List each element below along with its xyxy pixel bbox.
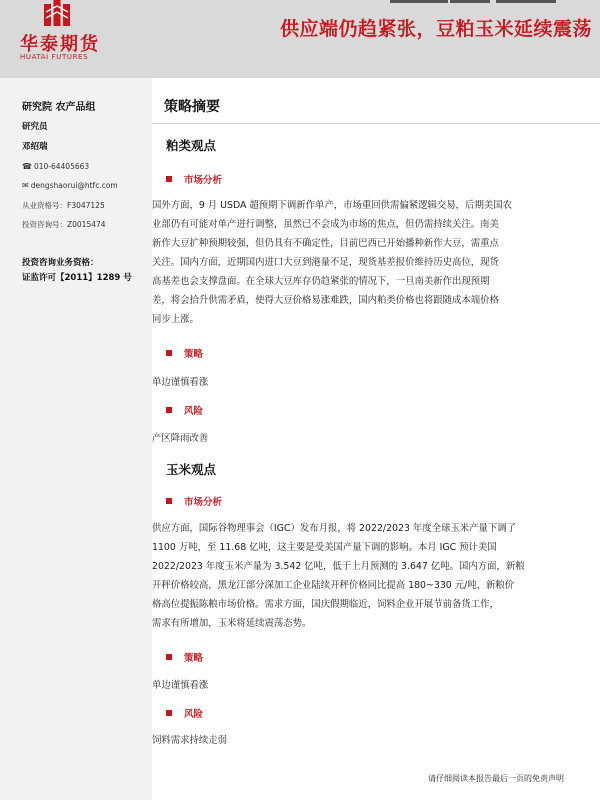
red-square-icon [166, 176, 172, 182]
author-sidebar [0, 78, 152, 800]
paragraph-line: 1100 万吨，至 11.68 亿吨，这主要是受美国产量下调的影响。本月 IGC 预计美国 [152, 542, 497, 553]
meal-strategy-label: 策略 [184, 349, 204, 360]
company-logo [14, 0, 154, 78]
author-license: 从业资格号：F3047125 [22, 201, 105, 210]
red-square-icon [166, 498, 172, 504]
corn-strategy-label: 策略 [184, 653, 204, 664]
disclaimer-footer: 请仔细阅读本报告最后一页的免责声明 [428, 774, 564, 783]
corn-risk-heading [166, 706, 203, 720]
author-email-value[interactable]: dengshaorui@htfc.com [30, 181, 118, 190]
red-square-icon [166, 710, 172, 716]
corn-risk-text: 饲料需求持续走弱 [152, 735, 228, 746]
header-top-decoration [300, 0, 600, 4]
mail-icon: ✉ [22, 181, 29, 190]
paragraph-line: 高基差也会支撑盘面。在全球大豆库存仍趋紧张的情况下，一旦南美新作出现预期 [152, 276, 490, 287]
logo-chinese-name: 华泰期货 [20, 34, 100, 55]
meal-market-heading [166, 172, 222, 186]
meal-risk-text: 产区降雨改善 [152, 433, 209, 444]
meal-strategy-text: 单边谨慎看涨 [152, 377, 209, 388]
corn-market-label: 市场分析 [184, 497, 223, 508]
author-role: 研究员 [22, 122, 48, 132]
corn-section-heading: 玉米观点 [166, 462, 217, 477]
paragraph-line: 业部仍有可能对单产进行调整，虽然已不会成为市场的焦点，但仍需持续关注。南美 [152, 219, 499, 230]
corn-strategy-text: 单边谨慎看涨 [152, 680, 209, 691]
qualification-value: 证监许可【2011】1289 号 [22, 273, 132, 283]
corn-market-heading [166, 494, 222, 508]
logo-english-name: HUATAI FUTURES [20, 53, 89, 61]
paragraph-line: 国外方面，9 月 USDA 超预期下调新作单产，市场重回供需偏紧逻辑交易，后期美国农 [152, 200, 512, 211]
author-phone [22, 162, 89, 171]
author-phone-value: 010-64405663 [33, 162, 90, 171]
paragraph-line: 供应方面，国际谷物理事会（IGC）发布月报，将 2022/2023 年度全球玉米产量下调了 [152, 523, 517, 534]
paragraph-line: 需求有所增加，玉米将延续震荡态势。 [152, 618, 312, 629]
research-group: 研究院 农产品组 [22, 102, 96, 113]
author-invest-license: 投资咨询号：Z0015474 [22, 220, 106, 229]
corn-strategy-heading [166, 650, 203, 664]
paragraph-line: 2022/2023 年度玉米产量为 3.542 亿吨，低于上月预测的 3.647 亿吨。国内方面，新粮 [152, 561, 525, 572]
paragraph-line: 同步上涨。 [152, 314, 199, 325]
author-email[interactable] [22, 181, 118, 190]
author-name: 邓绍瑞 [22, 142, 48, 152]
red-square-icon [166, 350, 172, 356]
meal-risk-heading [166, 403, 203, 417]
phone-icon: ☎ [22, 162, 32, 171]
title-divider [152, 123, 600, 124]
paragraph-line: 新作大豆扩种预期较强，但仍具有不确定性，目前巴西已开始播种新作大豆，需重点 [152, 238, 499, 249]
report-header [0, 0, 600, 78]
meal-section-heading: 粕类观点 [166, 138, 217, 153]
logo-mark-icon [42, 0, 72, 26]
company-qualification [22, 256, 132, 286]
corn-risk-label: 风险 [184, 709, 204, 720]
meal-strategy-heading [166, 346, 203, 360]
paragraph-line: 开秤价格较高，黑龙江部分深加工企业陆续开秤价格同比提高 180~330 元/吨，新粮价 [152, 580, 515, 591]
red-square-icon [166, 407, 172, 413]
qualification-title: 投资咨询业务资格： [22, 258, 99, 268]
red-square-icon [166, 654, 172, 660]
corn-market-analysis [152, 519, 577, 633]
page-title: 策略摘要 [164, 99, 220, 115]
paragraph-line: 关注。国内方面，近期国内进口大豆到港量不足，现货基差报价维持历史高位，现货 [152, 257, 499, 268]
meal-risk-label: 风险 [184, 406, 204, 417]
paragraph-line: 格高位提振陈粮市场价格。需求方面，国庆假期临近，饲料企业开展节前备货工作， [152, 599, 499, 610]
meal-market-label: 市场分析 [184, 175, 223, 186]
meal-market-analysis [152, 196, 577, 329]
main-content [152, 78, 600, 800]
report-headline: 供应端仍趋紧张，豆粕玉米延续震荡 [279, 18, 592, 40]
paragraph-line: 差，将会拾升供需矛盾，使得大豆价格易涨难跌，国内粕类价格也将跟随成本端价格 [152, 295, 499, 306]
